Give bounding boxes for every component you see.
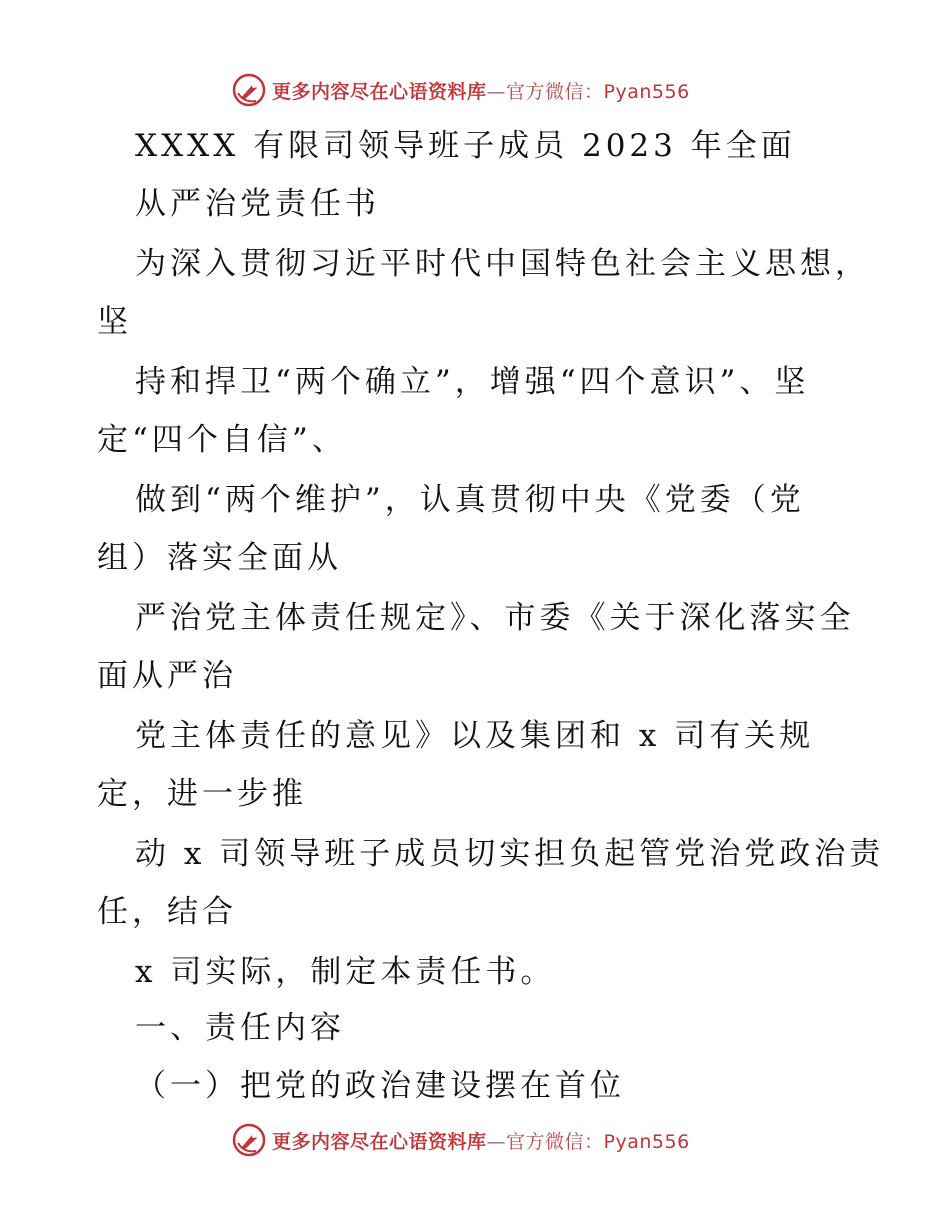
paragraph-line: x 司实际，制定本责任书。 xyxy=(135,954,556,990)
subsection-heading: （一）把党的政治建设摆在首位 xyxy=(135,1068,625,1104)
paragraph-line: 为深入贯彻习近平时代中国特色社会主义思想， xyxy=(135,246,870,282)
paragraph-line: 做到“两个维护”，认真贯彻中央《党委（党 xyxy=(135,482,805,518)
paragraph-line: 坚 xyxy=(97,304,132,340)
paragraph-line: 定“四个自信”、 xyxy=(97,422,347,458)
paragraph-line: 持和捍卫“两个确立”，增强“四个意识”、坚 xyxy=(135,364,810,400)
paragraph-line: 任，结合 xyxy=(97,894,237,930)
paragraph-line: 组）落实全面从 xyxy=(97,540,342,576)
watermark-label: 官方微信： xyxy=(506,80,604,103)
section-heading: 一、责任内容 xyxy=(135,1010,345,1046)
watermark-label: 官方微信： xyxy=(506,1130,604,1153)
watermark-wechat-id: Pyan556 xyxy=(603,1130,690,1153)
pen-nib-circle-logo-icon xyxy=(232,73,266,107)
watermark-wechat-id: Pyan556 xyxy=(603,80,690,103)
watermark-main-text: 更多内容尽在心语资料库 xyxy=(272,1130,487,1153)
watermark-banner-top xyxy=(232,70,752,110)
watermark-banner-bottom xyxy=(232,1120,752,1160)
document-title-line-2: 从严治党责任书 xyxy=(135,186,380,222)
watermark-separator: — xyxy=(486,1130,507,1153)
paragraph-line: 定，进一步推 xyxy=(97,776,307,812)
watermark-separator: — xyxy=(486,80,507,103)
pen-nib-circle-logo-icon xyxy=(232,1123,266,1157)
document-title-line-1: XXXX 有限司领导班子成员 2023 年全面 xyxy=(135,128,796,164)
paragraph-line: 严治党主体责任规定》、市委《关于深化落实全 xyxy=(135,600,855,636)
paragraph-line: 动 x 司领导班子成员切实担负起管党治党政治责 xyxy=(135,836,885,872)
watermark-main-text: 更多内容尽在心语资料库 xyxy=(272,80,487,103)
paragraph-line: 面从严治 xyxy=(97,658,237,694)
paragraph-line: 党主体责任的意见》以及集团和 x 司有关规 xyxy=(135,718,815,754)
